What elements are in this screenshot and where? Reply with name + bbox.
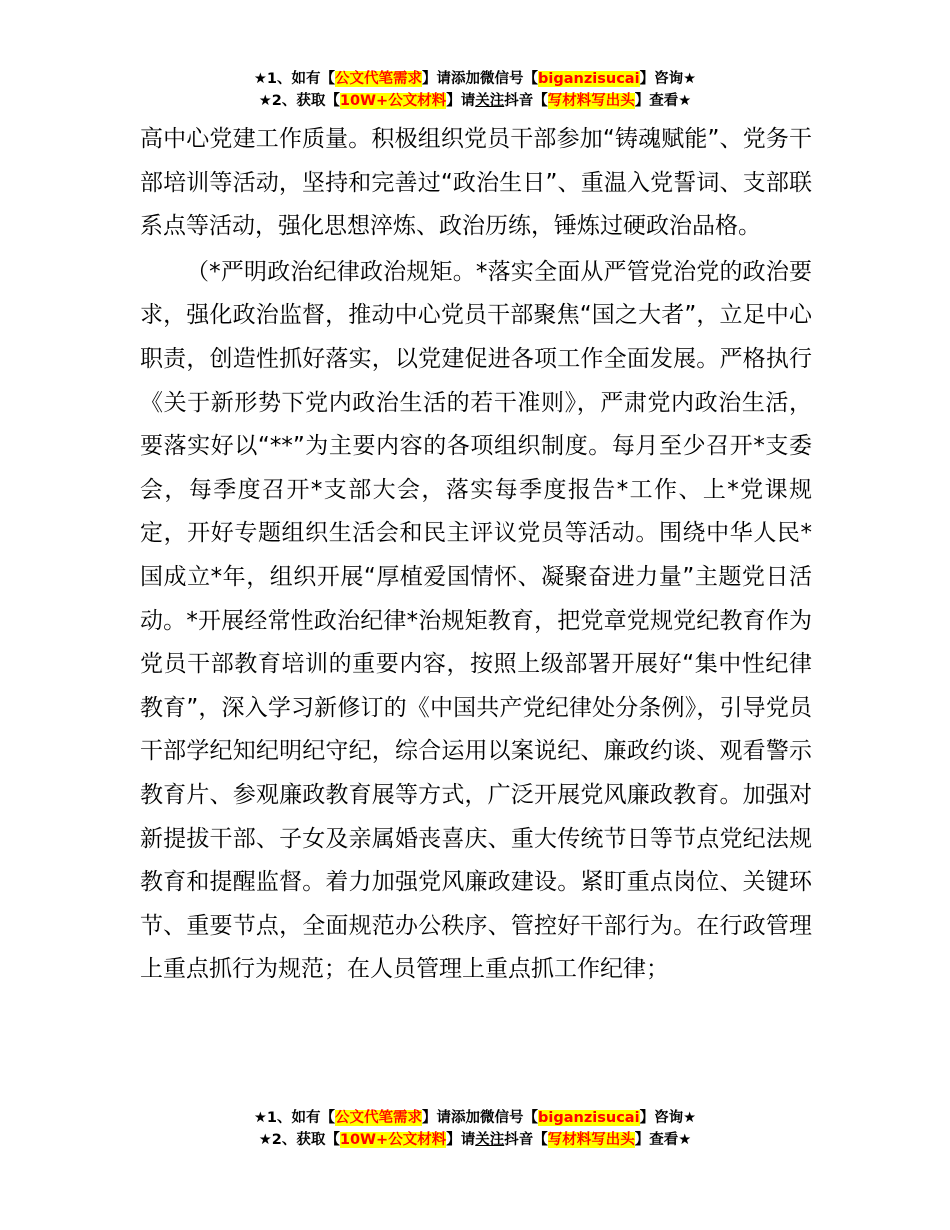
promo-follow-text: 关注: [475, 93, 505, 109]
promo-line-1: [0, 1107, 950, 1129]
promo-text: 抖音【: [504, 93, 548, 109]
promo-wechat-id: biganzisucai: [538, 1110, 640, 1126]
body-paragraph: （*严明政治纪律政治规矩。*落实全面从严管党治党的政治要求，强化政治监督，推动中心党员干部聚焦“国之大者”，立足中心职责，创造性抓好落实，以党建促进各项工作全面发展。严格执行《关于新形势下党内政治生活的若干准则》，严肃党内政治生活，要落实好以“**”为主要内容的各项组织制度。每月至少召开*支委会，每季度召开*支部大会，落实每季度报告*工作、上*党课规定，开好专题组织生活会和民主评议党员等活动。围绕中华人民*国成立*年，组织开展“厚植爱国情怀、凝聚奋进力量”主题党日活动。*开展经常性政治纪律*治规矩教育，把党章党规党纪教育作为党员干部教育培训的重要内容，按照上级部署开展好“集中性纪律教育”，深入学习新修订的《中国共产党纪律处分条例》，引导党员干部学纪知纪明纪守纪，综合运用以案说纪、廉政约谈、观看警示教育片、参观廉政教育展等方式，广泛开展党风廉政教育。加强对新提拔干部、子女及亲属婚丧喜庆、重大传统节日等节点党纪法规教育和提醒监督。着力加强党风廉政建设。紧盯重点岗位、关键环节、重要节点，全面规范办公秩序、管控好干部行为。在行政管理上重点抓行为规范；在人员管理上重点抓工作纪律；: [140, 258, 812, 983]
promo-follow-text: 关注: [475, 1132, 505, 1148]
promo-text: 】请: [446, 93, 476, 109]
promo-line-1: [0, 68, 950, 90]
promo-text: 】请添加微信号【: [422, 71, 539, 87]
promo-wechat-id: biganzisucai: [538, 71, 640, 87]
promo-line-2: [0, 1129, 950, 1151]
promo-highlight-materials: 10W+公文材料: [339, 1132, 447, 1148]
promo-highlight-service: 公文代笔需求: [335, 71, 423, 87]
document-body: [140, 118, 812, 992]
promo-text: ★2、获取【: [258, 1132, 340, 1148]
promo-text: 】查看★: [634, 93, 692, 109]
promo-text: 】请: [446, 1132, 476, 1148]
footer-promo-banner: [0, 1107, 950, 1151]
header-promo-banner: [0, 68, 950, 112]
promo-text: 抖音【: [504, 1132, 548, 1148]
promo-text: 】请添加微信号【: [422, 1110, 539, 1126]
promo-text: 】查看★: [634, 1132, 692, 1148]
promo-text: 】咨询★: [639, 1110, 697, 1126]
promo-text: ★1、如有【: [253, 1110, 336, 1126]
promo-highlight-service: 公文代笔需求: [335, 1110, 423, 1126]
promo-text: ★1、如有【: [253, 71, 336, 87]
body-paragraph: 高中心党建工作质量。积极组织党员干部参加“铸魂赋能”、党务干部培训等活动，坚持和完善过“政治生日”、重温入党誓词、支部联系点等活动，强化思想淬炼、政治历练，锤炼过硬政治品格。: [140, 126, 812, 240]
promo-douyin-account: 写材料写出头: [547, 93, 635, 109]
promo-text: ★2、获取【: [258, 93, 340, 109]
promo-line-2: [0, 90, 950, 112]
promo-douyin-account: 写材料写出头: [547, 1132, 635, 1148]
promo-text: 】咨询★: [639, 71, 697, 87]
promo-highlight-materials: 10W+公文材料: [339, 93, 447, 109]
